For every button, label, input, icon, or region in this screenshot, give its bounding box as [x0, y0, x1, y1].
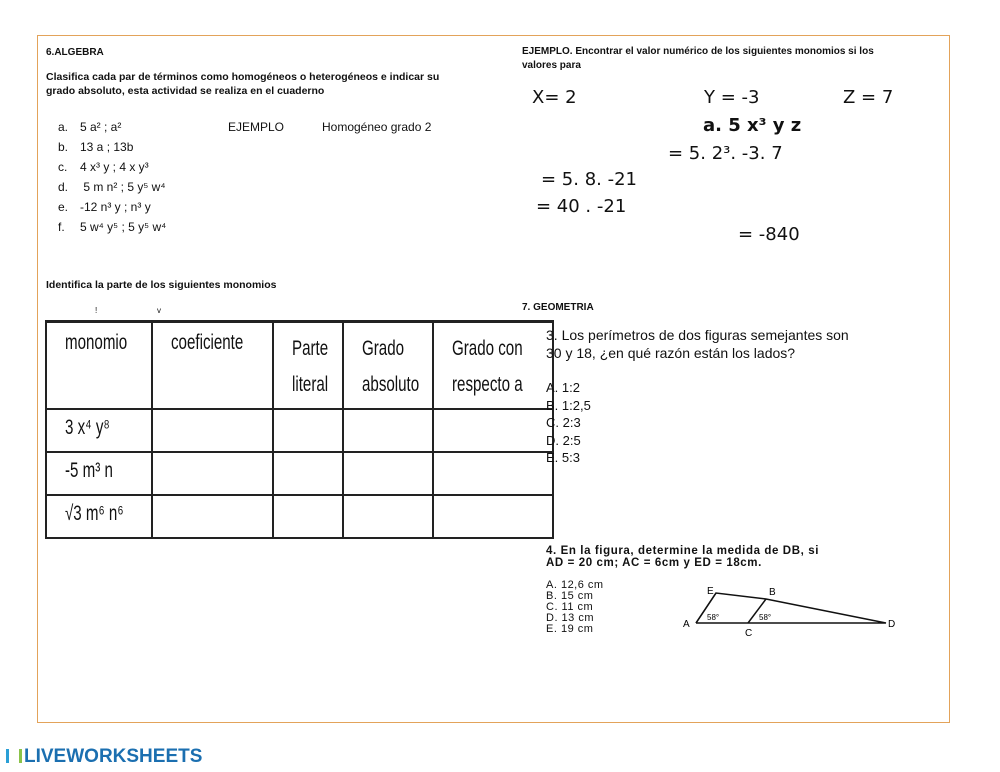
table-header: Parte literal	[273, 322, 343, 410]
answer-cell[interactable]	[343, 495, 433, 538]
example-label: EJEMPLO	[228, 120, 285, 134]
table-cell: √3 m⁶ n⁶	[46, 495, 152, 538]
question-3: 3. Los perímetros de dos figuras semejantes son 30 y 18, ¿en qué razón están los lados?	[546, 327, 849, 361]
identify-title: Identifica la parte de los siguientes monomios	[46, 279, 277, 291]
angle-label: 58°	[759, 613, 772, 622]
table-cell: -5 m³ n	[46, 452, 152, 495]
answer-cell[interactable]	[273, 495, 343, 538]
answer-cell[interactable]	[433, 409, 553, 452]
list-item: d. 5 m n² ; 5 y⁵ w⁴	[58, 180, 166, 194]
step-2: = 5. 8. -21	[541, 169, 637, 190]
answer-cell[interactable]	[273, 409, 343, 452]
header-mark: !	[95, 306, 98, 315]
answer-cell[interactable]	[152, 409, 272, 452]
angle-label: 58°	[707, 613, 720, 622]
var-y: Y = -3	[704, 87, 760, 108]
answer-cell[interactable]	[152, 452, 272, 495]
question-4-options	[546, 580, 604, 635]
list-item: b. 13 a ; 13b	[58, 140, 134, 154]
option[interactable]: E. 5:3	[546, 450, 580, 465]
step-4: = -840	[738, 224, 800, 245]
header-mark: v	[157, 306, 161, 315]
answer-cell[interactable]	[152, 495, 272, 538]
var-x: X= 2	[532, 87, 577, 108]
question-4: 4. En la figura, determine la medida de DB, si AD = 20 cm; AC = 6cm y ED = 18cm.	[546, 545, 820, 569]
label-a: A	[683, 619, 690, 630]
table-cell: 3 x⁴ y⁸	[46, 409, 152, 452]
option[interactable]: A. 1:2	[546, 380, 580, 395]
label-c: C	[745, 628, 753, 639]
var-z: Z = 7	[843, 87, 894, 108]
answer-cell[interactable]	[433, 495, 553, 538]
algebra-instructions: Clasifica cada par de términos como homogéneos o heterogéneos e indicar su grado absoluto, esta actividad se realiza en el cuaderno	[46, 71, 440, 97]
monomial-table	[45, 320, 554, 539]
option[interactable]: E. 19 cm	[546, 623, 594, 635]
option[interactable]: C. 2:3	[546, 415, 581, 430]
option[interactable]: C. 11 cm	[546, 601, 594, 613]
list-item: c. 4 x³ y ; 4 x y³	[58, 160, 149, 174]
table-header: monomio	[46, 322, 152, 410]
option[interactable]: B. 1:2,5	[546, 397, 591, 413]
answer-cell[interactable]	[273, 452, 343, 495]
example-answer: Homogéneo grado 2	[322, 120, 432, 134]
answer-cell[interactable]	[433, 452, 553, 495]
option[interactable]: D. 13 cm	[546, 612, 595, 624]
table-header: coeficiente	[152, 322, 272, 410]
list-item: f. 5 w⁴ y⁵ ; 5 y⁵ w⁴	[58, 220, 167, 234]
option[interactable]: A. 12,6 cm	[546, 579, 604, 591]
table-header: Grado absoluto	[343, 322, 433, 410]
option[interactable]: D. 2:5	[546, 432, 581, 448]
label-d: D	[888, 619, 896, 630]
liveworksheets-logo: LIVEWORKSHEETS	[6, 746, 202, 768]
geometry-section-title: 7. GEOMETRIA	[522, 302, 594, 313]
step-1: = 5. 2³. -3. 7	[668, 143, 783, 164]
triangle-figure	[676, 582, 906, 642]
question-3-options	[546, 379, 591, 467]
monomial-example: a. 5 x³ y z	[703, 115, 802, 136]
list-item: e. -12 n³ y ; n³ y	[58, 200, 151, 214]
logo-icon	[6, 749, 22, 763]
list-item: a. 5 a² ; a²	[58, 120, 122, 134]
algebra-section-title: 6.ALGEBRA	[46, 47, 104, 58]
numeric-example-title: EJEMPLO. Encontrar el valor numérico de los siguientes monomios si los valores para	[522, 46, 874, 71]
option[interactable]: B. 15 cm	[546, 590, 594, 602]
answer-cell[interactable]	[343, 452, 433, 495]
label-e: E	[707, 586, 714, 597]
table-header: Grado con respecto a	[433, 322, 553, 410]
label-b: B	[769, 587, 776, 598]
answer-cell[interactable]	[343, 409, 433, 452]
step-3: = 40 . -21	[536, 196, 627, 217]
